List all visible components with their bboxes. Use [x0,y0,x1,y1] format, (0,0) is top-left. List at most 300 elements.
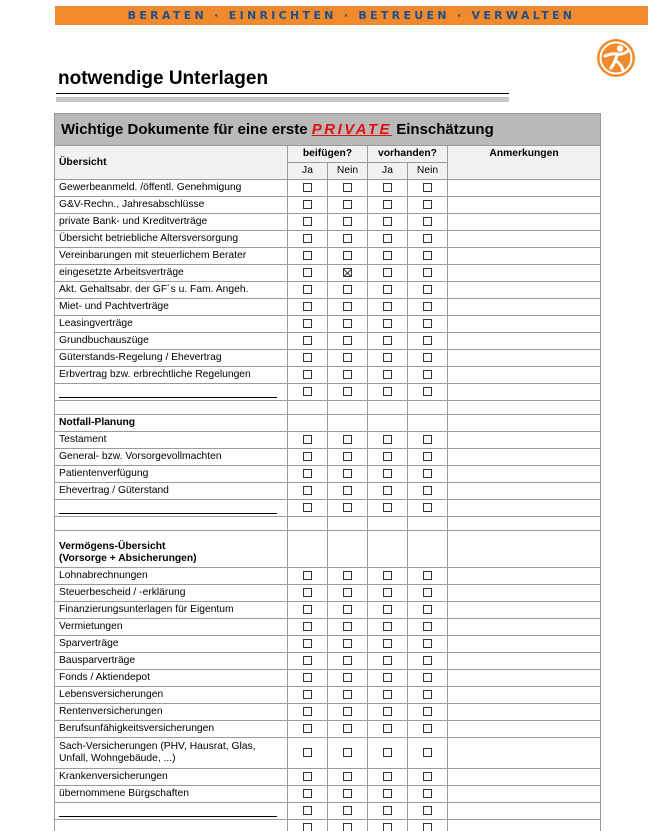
checkbox-cell [408,568,448,585]
available-yes-checkbox[interactable] [383,200,392,209]
available-yes-checkbox[interactable] [383,302,392,311]
checkbox-cell [368,820,408,831]
document-label: private Bank- und Kreditverträge [55,214,288,231]
notes-cell[interactable] [448,568,601,585]
available-yes-checkbox[interactable] [383,435,392,444]
attach-no-checkbox[interactable] [343,605,352,614]
table-row [55,248,601,265]
attach-yes-checkbox[interactable] [303,588,312,597]
notes-cell[interactable] [448,704,601,721]
attach-yes-checkbox[interactable] [303,469,312,478]
document-label: Akt. Gehaltsabr. der GF´s u. Fam. Angeh. [55,282,288,299]
column-available-yes: Ja [368,163,408,180]
available-no-checkbox[interactable] [423,622,432,631]
empty-cell [448,415,601,432]
table-row [55,384,601,401]
checkbox-cell [288,687,328,704]
table-heading-before: Wichtige Dokumente für eine erste [61,120,312,138]
notes-cell[interactable] [448,265,601,282]
available-yes-checkbox[interactable] [383,183,392,192]
available-yes-checkbox[interactable] [383,285,392,294]
available-yes-checkbox[interactable] [383,639,392,648]
table-row [55,500,601,517]
attach-no-checkbox[interactable] [343,690,352,699]
document-label: Güterstands-Regelung / Ehevertrag [55,350,288,367]
available-yes-checkbox[interactable] [383,469,392,478]
document-label: Finanzierungsunterlagen für Eigentum [55,602,288,619]
attach-yes-checkbox[interactable] [303,353,312,362]
available-yes-checkbox[interactable] [383,622,392,631]
attach-yes-checkbox[interactable] [303,302,312,311]
available-yes-checkbox[interactable] [383,452,392,461]
attach-yes-checkbox[interactable] [303,217,312,226]
checkbox-cell [288,466,328,483]
checkbox-cell [408,333,448,350]
attach-yes-checkbox[interactable] [303,772,312,781]
document-label [55,384,288,401]
attach-yes-checkbox[interactable] [303,452,312,461]
checkbox-cell [328,367,368,384]
checkbox-cell [328,619,368,636]
attach-no-checkbox[interactable] [343,251,352,260]
attach-yes-checkbox[interactable] [303,823,312,831]
available-no-checkbox[interactable] [423,806,432,815]
available-yes-checkbox[interactable] [383,387,392,396]
checkbox-cell [408,316,448,333]
available-no-checkbox[interactable] [423,724,432,733]
checkbox-cell [408,721,448,738]
attach-no-checkbox[interactable] [343,268,352,277]
document-label: Patientenverfügung [55,466,288,483]
checkbox-cell [408,500,448,517]
notes-cell[interactable] [448,282,601,299]
available-yes-checkbox[interactable] [383,588,392,597]
checkbox-cell [328,282,368,299]
checkbox-cell [288,483,328,500]
notes-cell[interactable] [448,820,601,831]
attach-no-checkbox[interactable] [343,571,352,580]
checkbox-cell [368,248,408,265]
notes-cell[interactable] [448,316,601,333]
available-no-checkbox[interactable] [423,217,432,226]
available-no-checkbox[interactable] [423,234,432,243]
attach-yes-checkbox[interactable] [303,183,312,192]
notes-cell[interactable] [448,483,601,500]
document-label: Übersicht betriebliche Altersversorgung [55,231,288,248]
attach-yes-checkbox[interactable] [303,605,312,614]
attach-no-checkbox[interactable] [343,772,352,781]
checkbox-cell [408,670,448,687]
available-no-checkbox[interactable] [423,469,432,478]
column-overview: Übersicht [55,146,288,180]
checkbox-cell [328,803,368,820]
attach-no-checkbox[interactable] [343,724,352,733]
notes-cell[interactable] [448,333,601,350]
table-row [55,180,601,197]
table-row [55,687,601,704]
checkbox-cell [408,738,448,769]
checkbox-cell [288,265,328,282]
attach-no-checkbox[interactable] [343,469,352,478]
attach-yes-checkbox[interactable] [303,690,312,699]
empty-cell [288,415,328,432]
table-heading [55,114,601,146]
attach-yes-checkbox[interactable] [303,748,312,757]
available-yes-checkbox[interactable] [383,724,392,733]
attach-no-checkbox[interactable] [343,673,352,682]
table-row [55,585,601,602]
attach-yes-checkbox[interactable] [303,639,312,648]
available-yes-checkbox[interactable] [383,486,392,495]
checkbox-cell [328,704,368,721]
checkbox-cell [368,687,408,704]
checkbox-cell [368,602,408,619]
notes-cell[interactable] [448,619,601,636]
notes-cell[interactable] [448,786,601,803]
attach-no-checkbox[interactable] [343,639,352,648]
available-no-checkbox[interactable] [423,200,432,209]
notes-cell[interactable] [448,721,601,738]
available-yes-checkbox[interactable] [383,656,392,665]
available-yes-checkbox[interactable] [383,806,392,815]
checkbox-cell [288,585,328,602]
column-attach: beifügen? [288,146,368,163]
available-no-checkbox[interactable] [423,353,432,362]
checkbox-cell [408,585,448,602]
document-label: General- bzw. Vorsorgevollmachten [55,449,288,466]
available-yes-checkbox[interactable] [383,690,392,699]
checkbox-cell [368,316,408,333]
attach-no-checkbox[interactable] [343,302,352,311]
available-no-checkbox[interactable] [423,503,432,512]
attach-no-checkbox[interactable] [343,387,352,396]
checkbox-cell [288,316,328,333]
table-row [55,738,601,769]
available-no-checkbox[interactable] [423,183,432,192]
checkbox-cell [328,585,368,602]
checkbox-cell [368,466,408,483]
checkbox-cell [328,214,368,231]
attach-no-checkbox[interactable] [343,707,352,716]
blank-entry-line[interactable] [59,806,277,817]
document-label: Lohnabrechnungen [55,568,288,585]
attach-yes-checkbox[interactable] [303,789,312,798]
notes-cell[interactable] [448,687,601,704]
notes-cell[interactable] [448,367,601,384]
available-yes-checkbox[interactable] [383,823,392,831]
attach-no-checkbox[interactable] [343,656,352,665]
table-row [55,350,601,367]
empty-cell [368,517,408,531]
empty-cell [408,517,448,531]
available-yes-checkbox[interactable] [383,353,392,362]
notes-cell[interactable] [448,231,601,248]
attach-yes-checkbox[interactable] [303,319,312,328]
checkbox-cell [368,333,408,350]
empty-cell [288,517,328,531]
empty-cell [55,517,288,531]
checkbox-cell [328,432,368,449]
available-no-checkbox[interactable] [423,772,432,781]
available-yes-checkbox[interactable] [383,503,392,512]
available-yes-checkbox[interactable] [383,336,392,345]
available-no-checkbox[interactable] [423,707,432,716]
table-row [55,432,601,449]
checkbox-cell [328,466,368,483]
available-no-checkbox[interactable] [423,690,432,699]
attach-yes-checkbox[interactable] [303,656,312,665]
attach-no-checkbox[interactable] [343,200,352,209]
notes-cell[interactable] [448,653,601,670]
notes-cell[interactable] [448,670,601,687]
attach-no-checkbox[interactable] [343,486,352,495]
notes-cell[interactable] [448,180,601,197]
notes-cell[interactable] [448,432,601,449]
checkbox-cell [328,316,368,333]
checkbox-cell [368,585,408,602]
attach-no-checkbox[interactable] [343,806,352,815]
empty-cell [408,401,448,415]
attach-yes-checkbox[interactable] [303,503,312,512]
document-label: Rentenversicherungen [55,704,288,721]
attach-yes-checkbox[interactable] [303,387,312,396]
attach-yes-checkbox[interactable] [303,285,312,294]
attach-yes-checkbox[interactable] [303,251,312,260]
table-row [55,214,601,231]
section-title: Vermögens-Übersicht (Vorsorge + Absicherungen) [55,531,288,568]
attach-yes-checkbox[interactable] [303,622,312,631]
available-no-checkbox[interactable] [423,823,432,831]
available-no-checkbox[interactable] [423,588,432,597]
attach-no-checkbox[interactable] [343,234,352,243]
available-no-checkbox[interactable] [423,789,432,798]
empty-cell [448,517,601,531]
document-label: Berufsunfähigkeitsversicherungen [55,721,288,738]
available-yes-checkbox[interactable] [383,268,392,277]
attach-yes-checkbox[interactable] [303,486,312,495]
available-no-checkbox[interactable] [423,302,432,311]
checkbox-cell [408,803,448,820]
notes-cell[interactable] [448,449,601,466]
available-no-checkbox[interactable] [423,251,432,260]
notes-cell[interactable] [448,738,601,769]
checkbox-cell [328,653,368,670]
column-attach-yes: Ja [288,163,328,180]
document-label [55,500,288,517]
checkbox-cell [368,367,408,384]
attach-no-checkbox[interactable] [343,336,352,345]
attach-yes-checkbox[interactable] [303,806,312,815]
checkbox-cell [408,704,448,721]
available-yes-checkbox[interactable] [383,319,392,328]
checkbox-cell [288,299,328,316]
attach-no-checkbox[interactable] [343,789,352,798]
header-tagline: BERATEN · EINRICHTEN · BETREUEN · VERWALTEN [127,9,576,22]
checkbox-cell [328,769,368,786]
empty-cell [408,531,448,568]
available-no-checkbox[interactable] [423,285,432,294]
empty-cell [408,415,448,432]
notes-cell[interactable] [448,636,601,653]
checkbox-cell [408,367,448,384]
checkbox-cell [328,333,368,350]
available-no-checkbox[interactable] [423,319,432,328]
checkbox-cell [408,483,448,500]
attach-yes-checkbox[interactable] [303,707,312,716]
available-yes-checkbox[interactable] [383,789,392,798]
notes-cell[interactable] [448,769,601,786]
available-yes-checkbox[interactable] [383,748,392,757]
attach-yes-checkbox[interactable] [303,571,312,580]
available-yes-checkbox[interactable] [383,605,392,614]
checkbox-cell [408,299,448,316]
attach-yes-checkbox[interactable] [303,234,312,243]
checkbox-cell [368,786,408,803]
attach-yes-checkbox[interactable] [303,370,312,379]
empty-cell [448,401,601,415]
checkbox-cell [288,653,328,670]
notes-cell[interactable] [448,602,601,619]
checkbox-cell [328,786,368,803]
attach-yes-checkbox[interactable] [303,724,312,733]
notes-cell[interactable] [448,350,601,367]
attach-no-checkbox[interactable] [343,748,352,757]
attach-no-checkbox[interactable] [343,452,352,461]
column-header-row [55,146,601,163]
notes-cell[interactable] [448,299,601,316]
checkbox-cell [288,704,328,721]
available-yes-checkbox[interactable] [383,370,392,379]
checkbox-cell [408,248,448,265]
available-no-checkbox[interactable] [423,605,432,614]
section-header-row [55,415,601,432]
table-row [55,786,601,803]
available-no-checkbox[interactable] [423,336,432,345]
table-row [55,316,601,333]
document-label: Vermietungen [55,619,288,636]
attach-no-checkbox[interactable] [343,503,352,512]
notes-cell[interactable] [448,384,601,401]
attach-no-checkbox[interactable] [343,622,352,631]
notes-cell[interactable] [448,466,601,483]
checkbox-cell [368,670,408,687]
attach-yes-checkbox[interactable] [303,268,312,277]
table-row [55,803,601,820]
attach-no-checkbox[interactable] [343,588,352,597]
checkbox-cell [328,670,368,687]
empty-cell [288,531,328,568]
available-no-checkbox[interactable] [423,673,432,682]
document-label: Ehevertrag / Güterstand [55,483,288,500]
available-no-checkbox[interactable] [423,370,432,379]
available-yes-checkbox[interactable] [383,673,392,682]
available-no-checkbox[interactable] [423,748,432,757]
attach-yes-checkbox[interactable] [303,200,312,209]
checkbox-cell [408,619,448,636]
checkbox-cell [288,602,328,619]
checkbox-cell [408,653,448,670]
available-no-checkbox[interactable] [423,486,432,495]
table-heading-row [55,114,601,146]
attach-yes-checkbox[interactable] [303,336,312,345]
available-no-checkbox[interactable] [423,639,432,648]
section-title: Notfall-Planung [55,415,288,432]
available-yes-checkbox[interactable] [383,251,392,260]
available-no-checkbox[interactable] [423,268,432,277]
available-no-checkbox[interactable] [423,571,432,580]
checkbox-cell [288,248,328,265]
blank-entry-line[interactable] [59,387,277,398]
attach-no-checkbox[interactable] [343,217,352,226]
blank-entry-line[interactable] [59,503,277,514]
available-yes-checkbox[interactable] [383,707,392,716]
checkbox-cell [288,500,328,517]
checkbox-cell [288,738,328,769]
attach-no-checkbox[interactable] [343,319,352,328]
attach-yes-checkbox[interactable] [303,435,312,444]
table-row [55,265,601,282]
checkbox-cell [368,449,408,466]
checkbox-cell [408,197,448,214]
available-yes-checkbox[interactable] [383,571,392,580]
checkbox-cell [288,350,328,367]
notes-cell[interactable] [448,500,601,517]
document-label: Fonds / Aktiendepot [55,670,288,687]
notes-cell[interactable] [448,803,601,820]
empty-cell [328,401,368,415]
attach-yes-checkbox[interactable] [303,673,312,682]
notes-cell[interactable] [448,197,601,214]
section-header-row [55,531,601,568]
attach-no-checkbox[interactable] [343,183,352,192]
checkbox-cell [288,432,328,449]
checkbox-cell [288,619,328,636]
checkbox-cell [368,500,408,517]
title-shadow-bar [56,97,509,102]
attach-no-checkbox[interactable] [343,435,352,444]
notes-cell[interactable] [448,585,601,602]
attach-no-checkbox[interactable] [343,823,352,831]
checkbox-cell [288,367,328,384]
available-yes-checkbox[interactable] [383,234,392,243]
document-label: übernommene Bürgschaften [55,786,288,803]
notes-cell[interactable] [448,248,601,265]
checkbox-cell [328,602,368,619]
attach-no-checkbox[interactable] [343,353,352,362]
document-label [55,803,288,820]
available-no-checkbox[interactable] [423,656,432,665]
notes-cell[interactable] [448,214,601,231]
checkbox-cell [368,282,408,299]
checkbox-cell [368,769,408,786]
attach-no-checkbox[interactable] [343,370,352,379]
available-no-checkbox[interactable] [423,452,432,461]
checkbox-cell [368,350,408,367]
checkbox-cell [328,500,368,517]
checkbox-cell [408,384,448,401]
checkbox-cell [288,568,328,585]
checkbox-cell [368,653,408,670]
document-label: eingesetzte Arbeitsverträge [55,265,288,282]
available-yes-checkbox[interactable] [383,772,392,781]
header-banner [55,6,648,25]
available-no-checkbox[interactable] [423,435,432,444]
available-no-checkbox[interactable] [423,387,432,396]
checkbox-cell [328,384,368,401]
blank-entry-line[interactable] [59,823,277,831]
attach-no-checkbox[interactable] [343,285,352,294]
available-yes-checkbox[interactable] [383,217,392,226]
